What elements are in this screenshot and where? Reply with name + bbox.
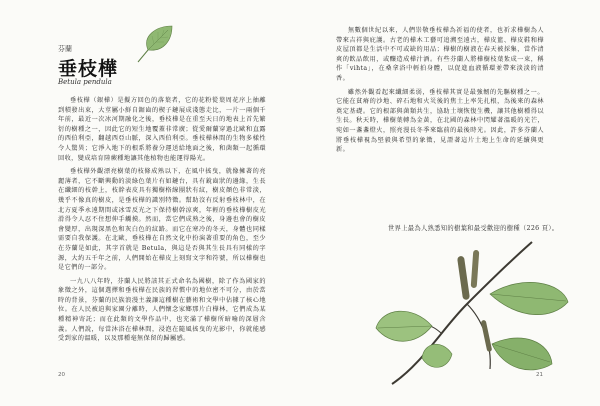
left-body-text — [58, 96, 266, 346]
leaf-icon — [128, 22, 176, 66]
paragraph: 雖然外觀看起來纖細柔弱，垂枝樺其實是最強韌的先驅樹種之一。它能在貧瘠的沙地、碎石地和火災後的焦土上率先扎根，為後來的森林奠定基礎。它的根部與菌類共生，協助土壤恢復生機，讓其他樹種得以生長。秋天時，樺樹葉轉為金黃，在北國的森林中閃耀著溫暖的光芒，宛如一盞盞燈火，照亮漫長冬季來臨前的最後時光。因此，許多芬蘭人將垂枝樺視為堅毅與希望的象徵，見證著這片土地上生命的延續與更新。 — [336, 88, 544, 154]
right-page — [300, 0, 600, 406]
right-body-text — [336, 26, 544, 194]
figure-caption: 世界上最為人熟悉知的樹葉和最受歡迎的樹種（226 頁）。 — [388, 225, 559, 232]
latin-name: Betula pendula — [58, 78, 112, 86]
birch-branch-illustration — [372, 234, 572, 394]
paragraph: 無數個世紀以來，人們崇敬垂枝樺為祈福的使者，也祈求樺樹為人帶來吉祥與庇護。古老的樺木工藝可追溯至遠古，樺皮籃、樺皮鞋和樺皮屋頂都是生活中不可或缺的用品；樺樹的樹液在春天被採集，當作清爽的飲品飲用，或釀造成樺汁酒。有些芬蘭人將樺樹枝葉紮成一束，稱作「vihta」，在桑拿浴中輕拍身體，以促進血液循環並帶來淡淡的清香。 — [336, 27, 544, 82]
paragraph: 垂枝樺（銀樺）是擬方回色的落葉者，它的花粉從葉周花序上抽離到積發出束，大莖屬小鮮自鋸齒的楔子鏈展成淺態走比，一片一兩個千年前，最近一次冰河期融化之後，垂枝樺是在重至天日的地表上首先繁衍的樹種之一，因此它的短生地覆蓋非常廣；從愛爾蘭穿過北歐和直露的西伯利亞，翻越西亞山脈，深入西伯利亞。垂枝樺林間的生物多樣性令人驚異；它淨入地下的根系將養分運送給地面之後，和菌類一起循環回收，變成培育陸蕨種地讓其他植物也能運得陽光。 — [58, 97, 266, 162]
page-number-right: 21 — [536, 372, 543, 378]
page-number-left: 20 — [58, 372, 65, 378]
section-tag: 芬蘭 — [58, 45, 72, 53]
paragraph: 一九八八年時，芬蘭人民將該其正式命名為國樹，除了作為國家的象徵之外，這個選擇和垂枝樺在民族的習慣中的地位密不可分，由於當時的背景，芬蘭的民族浪漫主義讓這種樹在藝術和文學中佔據了核心地位。在人民被迫與家園分離時，人們懷念家鄉那片白樺林，它們成為某種精神寄託；而在此類的文學作品中，也充滿了樺樹所暗喻的深層含義。人們說，每當沐浴在樺林間，浸泡在隨風搖曳的光影中，你就能感受到家的溫暖，以及那種毫無保留的歸屬感。 — [58, 277, 266, 343]
paragraph: 垂枝樺外觀漂亮樹葉的枝條成熟以下，在風中搖曳，就像擁著的亮麗薄者，它不斷興動的淡綠色葉片有如鏈台，具有銳齒狀的邊緣，生長在纖細的枝幹上，枝幹表皮具有獨樹格線團狀有紋，樹皮顏色非常淡，幾乎不像真的樹皮，是垂枝樺的識別特徵。幫助沒有反射垂枝林中，在北方夏季永遠期間或冰雪反光之下保持樹幹涼爽，年輕的垂枝樺樹皮光滑得令人忍不住想伸手觸摸。然而，當它們成熟之後，身邊也會的樹皮會變厚，出現深黑色和灰白色的紋路。而它在寒冷的冬天，身體也同樣需要自我保護。在北歐，垂枝樺在自然文化中扮演著重要的角色，至少在芬蘭是如此，其字首就是 Betula，與這是否與其生長具有同樣的字源，大約五千年之前，人們開始在樺皮上刻寫文字和符號，所以樺樹也是它們的一部分。 — [58, 168, 266, 272]
chapter-title: 垂枝樺 — [58, 58, 119, 80]
